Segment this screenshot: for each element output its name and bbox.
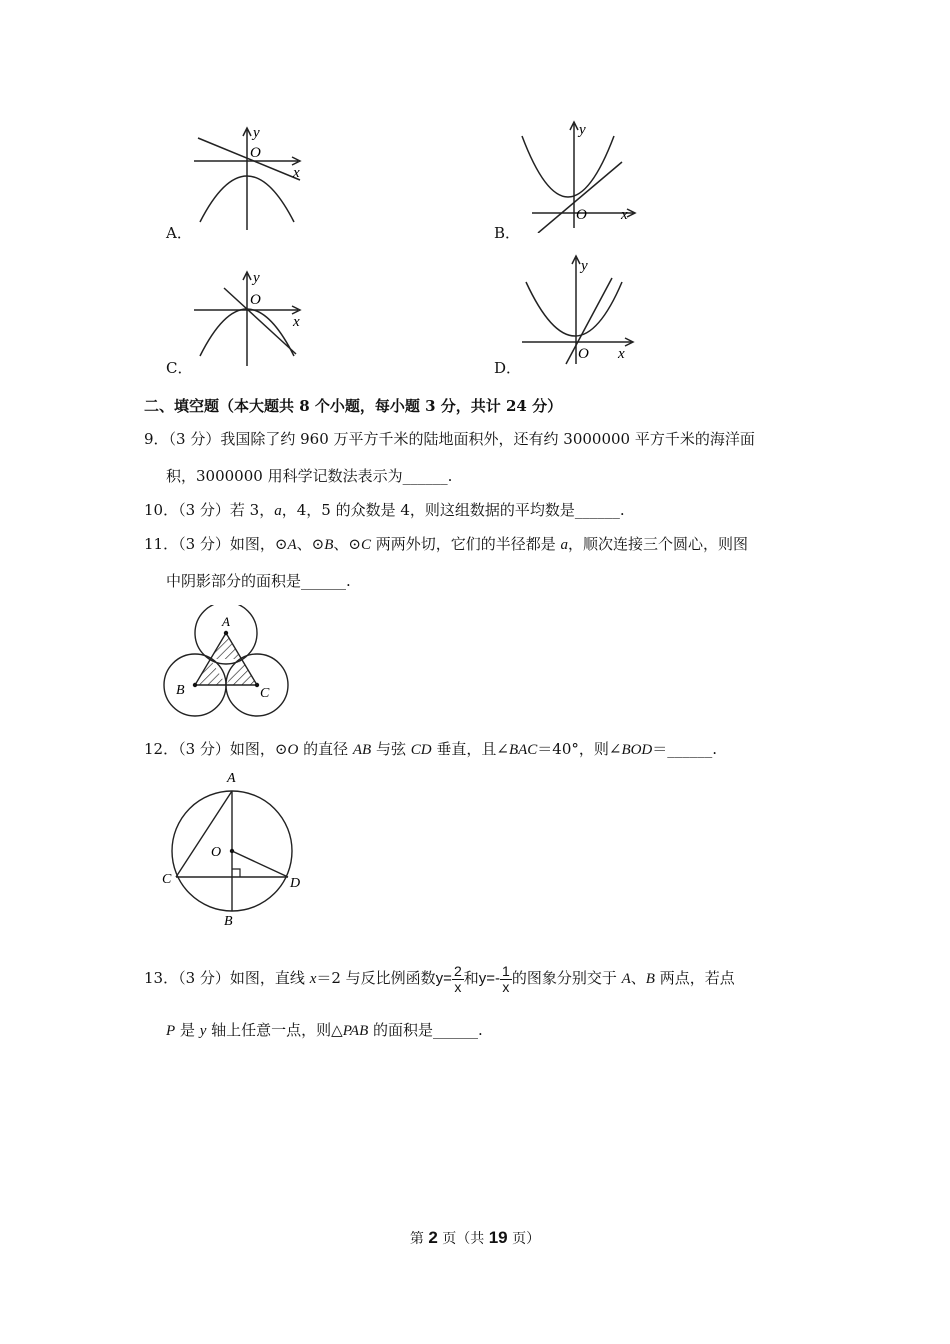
- question-text: 、⊙: [333, 535, 361, 553]
- fraction-1-over-x: [500, 964, 512, 995]
- question-text: 是: [175, 1021, 200, 1039]
- variable: B: [324, 537, 334, 553]
- question-score: （3 分）: [178, 740, 230, 758]
- option-d-label: D．: [494, 359, 522, 377]
- x-label: x: [618, 346, 625, 362]
- question-number: 12．: [144, 740, 179, 758]
- variable: P: [166, 1023, 176, 1039]
- question-text: 、: [630, 969, 646, 987]
- question-score: （3 分）: [178, 969, 230, 987]
- variable: A: [287, 537, 297, 553]
- origin-label: O: [576, 207, 587, 223]
- variable: x: [309, 971, 317, 987]
- y-label: y: [253, 270, 260, 286]
- denominator: x: [454, 978, 462, 995]
- point-a-label: A: [227, 771, 236, 786]
- option-c-label: C．: [166, 359, 193, 377]
- formula-lhs: y=: [478, 970, 496, 987]
- origin-label: O: [250, 145, 261, 161]
- page-footer: [0, 1228, 950, 1248]
- point-b-label: B: [224, 914, 233, 929]
- y-label: y: [579, 122, 586, 138]
- footer-text: 页（共: [437, 1231, 489, 1247]
- question-12: [144, 739, 717, 760]
- origin-label: O: [578, 346, 589, 362]
- x-label: x: [293, 165, 300, 181]
- variable: a: [560, 537, 569, 553]
- right-angle-mark: [232, 869, 240, 877]
- question-text: 如图，⊙: [229, 740, 288, 758]
- question-text: 与弦: [371, 740, 411, 758]
- question-text: 我国除了约 960 万平方千米的陆地面积外，还有约 3000000 平方千米的海洋面: [220, 430, 755, 448]
- formula-lhs: y=: [435, 970, 452, 987]
- question-number: 9．: [144, 430, 169, 448]
- option-b-label: B．: [494, 224, 521, 242]
- option-b-graph: [518, 118, 638, 233]
- footer-text: 第: [409, 1231, 429, 1247]
- origin-label: O: [250, 292, 261, 308]
- question-score: （3 分）: [178, 501, 230, 519]
- variable: y: [199, 1023, 207, 1039]
- question-number: 13．: [144, 969, 179, 987]
- total-pages: 19: [488, 1228, 508, 1247]
- point-a-label: A: [222, 614, 230, 629]
- y-label: y: [581, 258, 588, 274]
- variable: B: [645, 971, 655, 987]
- option-a-graph: [190, 122, 315, 234]
- point-o-label: O: [211, 845, 222, 860]
- option-a-label: A．: [166, 224, 192, 242]
- question-13-line-1: [144, 956, 735, 1000]
- point-b-label: B: [176, 683, 185, 698]
- question-text: ，4，5 的众数是 4，则这组数据的平均数是______.: [281, 501, 625, 519]
- question-text: 、⊙: [296, 535, 325, 553]
- question-text: 垂直，且∠: [431, 740, 509, 758]
- question-text: 的图象分别交于: [511, 969, 622, 987]
- variable: O: [287, 742, 299, 758]
- question-11-line-1: [144, 534, 748, 555]
- question-text: 若 3，: [229, 501, 275, 519]
- option-d-graph: [518, 252, 638, 368]
- y-label: y: [253, 125, 260, 141]
- question-text: 和: [463, 969, 479, 987]
- numerator: 2: [453, 962, 462, 979]
- variable: A: [621, 971, 631, 987]
- denominator: x: [502, 978, 510, 995]
- fraction-2-over-x: [452, 964, 464, 995]
- question-text: 的直径: [298, 740, 353, 758]
- option-c-graph: [190, 268, 315, 368]
- section-title: 二、填空题（本大题共 8 个小题，每小题 3 分，共计 24 分）: [144, 397, 563, 415]
- question-text: ＝______.: [652, 740, 718, 758]
- line-graph: [566, 278, 612, 364]
- question-score: （3 分）: [178, 535, 230, 553]
- question-text: ＝2 与反比例函数: [316, 969, 436, 987]
- question-text: 两点，若点: [654, 969, 735, 987]
- question-10: [144, 500, 625, 521]
- question-text: ，顺次连接三个圆心，则图: [568, 535, 749, 553]
- variable: BOD: [621, 742, 653, 758]
- question-13-line-2: [166, 1020, 483, 1041]
- x-label: x: [293, 314, 300, 330]
- question-text: 两两外切，它们的半径都是: [371, 535, 561, 553]
- question-score: （3 分）: [168, 430, 221, 448]
- segment-ac: [176, 791, 232, 877]
- page-number: 2: [428, 1228, 438, 1247]
- question-text: 如图，⊙: [229, 535, 288, 553]
- line-graph: [198, 138, 300, 180]
- point-c-label: C: [162, 872, 172, 887]
- footer-text: 页）: [507, 1231, 541, 1247]
- question-text: 的面积是______.: [368, 1021, 483, 1039]
- three-circles-figure: [160, 605, 292, 720]
- question-text: 如图，直线: [229, 969, 310, 987]
- question-number: 10．: [144, 501, 179, 519]
- circle-diameter-figure: [160, 766, 310, 931]
- variable-a: a: [274, 503, 282, 519]
- variable: AB: [352, 742, 372, 758]
- parabola-graph: [526, 282, 622, 336]
- point-d-label: D: [290, 876, 301, 891]
- point-c-label: C: [260, 686, 270, 701]
- variable: CD: [410, 742, 432, 758]
- variable: PAB: [342, 1023, 369, 1039]
- question-text: 轴上任意一点，则△: [206, 1021, 343, 1039]
- question-9-line-2: 积，3000000 用科学记数法表示为______.: [166, 467, 453, 485]
- question-text: ＝40°，则∠: [537, 740, 622, 758]
- question-9-line-1: [144, 429, 755, 449]
- question-11-line-2: 中阴影部分的面积是______.: [166, 572, 351, 590]
- question-number: 11．: [144, 535, 179, 553]
- numerator: 1: [502, 962, 510, 979]
- minus-sign: -: [495, 970, 501, 987]
- x-label: x: [621, 207, 628, 223]
- parabola-graph: [522, 136, 614, 197]
- variable: BAC: [508, 742, 538, 758]
- variable: C: [360, 537, 371, 553]
